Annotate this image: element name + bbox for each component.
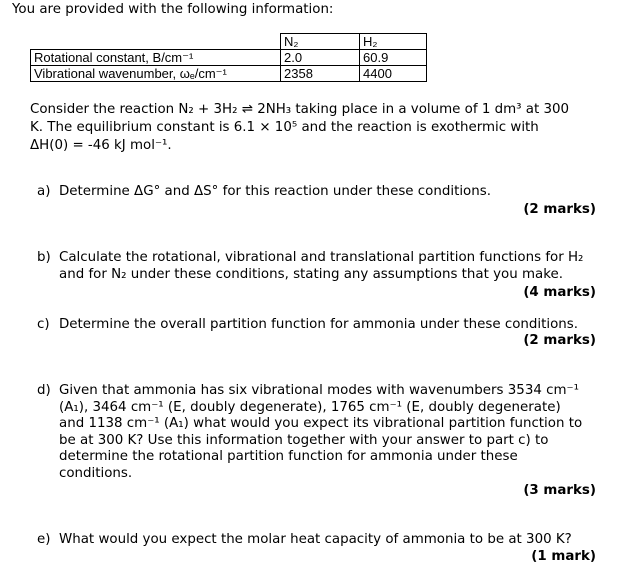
question-line: (A₁), 3464 cm⁻¹ (E, doubly degenerate), 1765 cm⁻¹ (E, doubly degenerate) bbox=[59, 399, 561, 415]
paragraph-line: ΔH(0) = -46 kJ mol⁻¹. bbox=[30, 138, 172, 153]
header-h2: H₂ bbox=[360, 34, 427, 50]
cell-h2: 4400 bbox=[360, 66, 427, 82]
question-line: What would you expect the molar heat capacity of ammonia to be at 300 K? bbox=[59, 532, 572, 547]
question-c bbox=[37, 317, 602, 334]
question-line: be at 300 K? Use this information together with your answer to part c) to bbox=[59, 432, 549, 448]
question-letter: a) bbox=[37, 184, 51, 199]
question-d bbox=[37, 383, 602, 482]
question-line: Determine ΔG° and ΔS° for this reaction under these conditions. bbox=[59, 184, 491, 199]
question-letter: c) bbox=[37, 317, 50, 332]
marks-a: (2 marks) bbox=[523, 202, 596, 217]
question-line: Calculate the rotational, vibrational and translational partition functions for H₂ bbox=[59, 250, 584, 265]
table-corner-cell bbox=[31, 34, 281, 50]
question-letter: b) bbox=[37, 250, 51, 265]
table-header-row bbox=[31, 34, 427, 50]
question-line: Given that ammonia has six vibrational modes with wavenumbers 3534 cm⁻¹ bbox=[59, 383, 579, 398]
reaction-paragraph bbox=[30, 101, 605, 155]
marks-c: (2 marks) bbox=[523, 333, 596, 348]
marks-e: (1 mark) bbox=[531, 549, 596, 564]
row-label: Rotational constant, B/cm⁻¹ bbox=[31, 50, 281, 66]
table-row bbox=[31, 66, 427, 82]
cell-n2: 2358 bbox=[281, 66, 360, 82]
paragraph-line: Consider the reaction N₂ + 3H₂ ⇌ 2NH₃ taking place in a volume of 1 dm³ at 300 bbox=[30, 102, 570, 117]
question-line: conditions. bbox=[59, 465, 133, 481]
table-row bbox=[31, 50, 427, 66]
intro-text: You are provided with the following information: bbox=[12, 2, 334, 17]
cell-h2: 60.9 bbox=[360, 50, 427, 66]
question-b bbox=[37, 250, 602, 283]
marks-b: (4 marks) bbox=[523, 285, 596, 300]
marks-d: (3 marks) bbox=[523, 483, 596, 498]
question-line: Determine the overall partition function for ammonia under these conditions. bbox=[59, 317, 578, 332]
constants-table bbox=[30, 33, 427, 82]
header-n2: N₂ bbox=[281, 34, 360, 50]
question-a bbox=[37, 184, 602, 201]
row-label: Vibrational wavenumber, ωₑ/cm⁻¹ bbox=[31, 66, 281, 82]
cell-n2: 2.0 bbox=[281, 50, 360, 66]
paragraph-line: K. The equilibrium constant is 6.1 × 10⁵ and the reaction is exothermic with bbox=[30, 120, 539, 135]
question-line: and 1138 cm⁻¹ (A₁) what would you expect its vibrational partition function to bbox=[59, 416, 583, 431]
question-line: determine the rotational partition function for ammonia under these bbox=[59, 449, 518, 464]
question-e bbox=[37, 532, 602, 549]
question-line: and for N₂ under these conditions, stating any assumptions that you make. bbox=[59, 266, 564, 282]
question-letter: e) bbox=[37, 532, 51, 547]
question-letter: d) bbox=[37, 383, 51, 398]
